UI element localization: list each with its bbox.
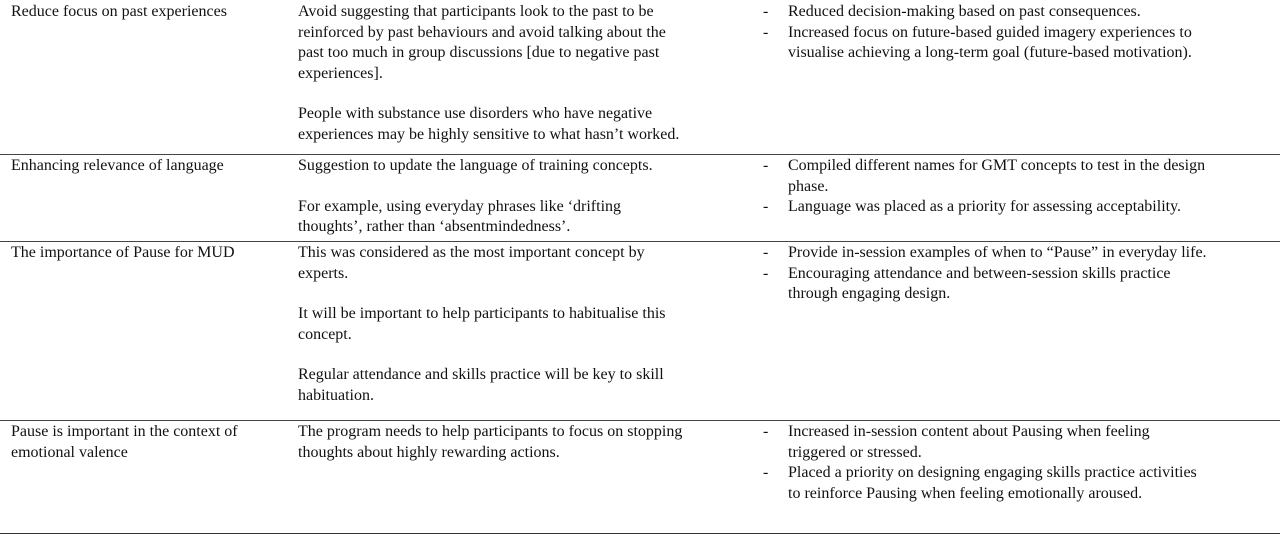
list-item [753,264,1280,305]
bullet-dash: - [763,198,769,215]
bullet-dash: - [763,464,769,481]
feedback-paragraph: Avoid suggesting that participants look to the past to be reinforced by past behaviours and avoid talking about the past too much in group discussions [due to negative past experiences]. [298,3,666,82]
table-row [0,241,1280,420]
list-item [753,2,1280,23]
feedback-paragraph: For example, using everyday phrases like ‘drifting thoughts’, rather than ‘absentmindedness’. [298,197,622,235]
list-item [753,422,1280,463]
bullet-dash: - [763,423,769,440]
bullet-dash: - [763,244,769,261]
action-text: Increased focus on future-based guided imagery experiences to visualise achieving a long-term goal (future-based motivation). [788,23,1192,61]
action-text: Provide in-session examples of when to “Pause” in everyday life. [788,244,1207,261]
feedback-paragraph: It will be important to help participants to habitualise this concept. [298,305,666,343]
action-text: Placed a priority on designing engaging skills practice activities to reinforce Pausing when feeling emotionally aroused. [788,464,1197,502]
actions-list [753,156,1280,218]
list-item [753,243,1280,264]
theme-cell [0,243,287,420]
feedback-cell [287,422,753,533]
actions-list [753,422,1280,504]
list-item [753,156,1280,197]
feedback-paragraph: The program needs to help participants to focus on stopping thoughts about highly rewarding actions. [298,423,683,461]
theme-text: Reduce focus on past experiences [11,3,227,20]
list-item [753,197,1280,218]
feedback-paragraph: People with substance use disorders who have negative experiences may be highly sensitive to what hasn’t worked. [298,105,680,143]
action-text: Reduced decision-making based on past consequences. [788,3,1141,20]
theme-cell [0,2,287,154]
feedback-paragraph: Suggestion to update the language of training concepts. [298,157,653,174]
feedback-cell [287,156,753,241]
table-row [0,420,1280,533]
feedback-paragraph: Regular attendance and skills practice will be key to skill habituation. [298,366,664,404]
bullet-dash: - [763,3,769,20]
feedback-cell [287,2,753,154]
actions-cell [753,243,1280,420]
action-text: Encouraging attendance and between-session skills practice through engaging design. [788,264,1171,302]
list-item [753,463,1280,504]
theme-cell [0,422,287,533]
bullet-dash: - [763,23,769,41]
bullet-dash: - [763,157,769,174]
list-item [753,23,1280,64]
table-row [0,0,1280,154]
theme-text: The importance of Pause for MUD [11,244,235,261]
actions-list [753,2,1280,64]
actions-cell [753,2,1280,154]
action-text: Compiled different names for GMT concepts to test in the design phase. [788,157,1206,195]
actions-cell [753,422,1280,533]
theme-text: Enhancing relevance of language [11,157,224,174]
actions-list [753,243,1280,305]
feedback-paragraph: This was considered as the most important concept by experts. [298,244,645,282]
actions-cell [753,156,1280,241]
theme-cell [0,156,287,241]
action-text: Language was placed as a priority for assessing acceptability. [788,198,1182,215]
bullet-dash: - [763,264,769,282]
theme-text: Pause is important in the context of emotional valence [11,423,238,461]
table-row [0,154,1280,241]
action-text: Increased in-session content about Pausing when feeling triggered or stressed. [788,423,1150,461]
feedback-cell [287,243,753,420]
